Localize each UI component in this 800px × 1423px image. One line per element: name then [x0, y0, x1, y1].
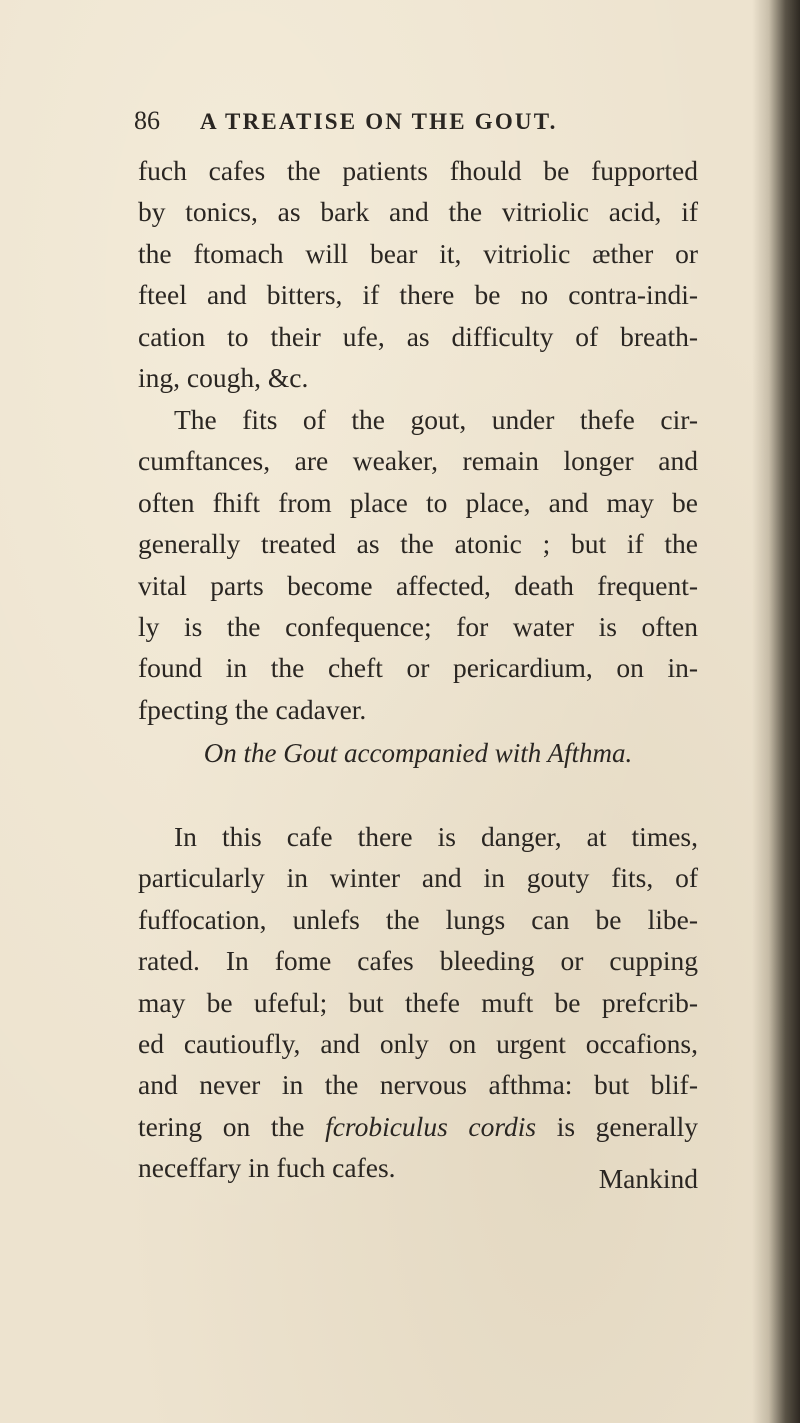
text-line: may be ufeful; but thefe muft be prefcrib-	[138, 986, 698, 1018]
latin-term: fcrobiculus cordis	[325, 1110, 537, 1142]
page-header	[134, 106, 734, 146]
catchword: Mankind	[598, 1163, 698, 1194]
text-line: fteel and bitters, if there be no contra-indi-	[138, 279, 698, 311]
text-fragment: is generally	[536, 1110, 698, 1142]
text-line: fpecting the cadaver.	[138, 693, 367, 725]
text-line: rated. In fome cafes bleeding or cupping	[138, 945, 698, 977]
text-line: cation to their ufe, as difficulty of breath-	[138, 320, 698, 352]
text-fragment: tering on the	[138, 1110, 326, 1142]
text-line	[138, 1106, 698, 1147]
text-line: often fhift from place to place, and may be	[138, 486, 698, 518]
page-number: 86	[134, 106, 160, 135]
paragraph-asthma	[138, 816, 698, 1189]
text-line: ed cautioufly, and only on urgent occafions,	[138, 1027, 698, 1059]
text-line: found in the cheft or pericardium, on in-	[138, 652, 698, 684]
text-line: by tonics, as bark and the vitriolic acid, if	[138, 196, 698, 228]
running-head: A TREATISE ON THE GOUT.	[199, 109, 558, 134]
page-edge-shadow	[752, 0, 800, 1423]
text-line: generally treated as the atonic ; but if the	[138, 528, 698, 560]
text-line: fuffocation, unlefs the lungs can be libe-	[138, 903, 698, 935]
text-line: In this cafe there is danger, at times,	[174, 821, 698, 852]
text-line: neceffary in fuch cafes.	[138, 1152, 396, 1184]
paragraph-tonics	[138, 150, 698, 398]
text-line: the ftomach will bear it, vitriolic æther or	[138, 237, 698, 269]
text-line: ing, cough, &c.	[138, 361, 309, 393]
paragraph-fits	[138, 399, 698, 730]
text-line: particularly in winter and in gouty fits, of	[138, 862, 698, 894]
text-line: and never in the nervous afthma: but blif-	[138, 1069, 698, 1101]
text-line: vital parts become affected, death frequent-	[138, 569, 698, 601]
section-heading: On the Gout accompanied with Afthma.	[203, 738, 633, 768]
text-line: cumftances, are weaker, remain longer and	[138, 445, 698, 477]
text-line: ly is the confequence; for water is often	[138, 610, 698, 642]
text-line: The fits of the gout, under thefe cir-	[174, 404, 698, 435]
text-line: fuch cafes the patients fhould be fupported	[138, 155, 698, 186]
